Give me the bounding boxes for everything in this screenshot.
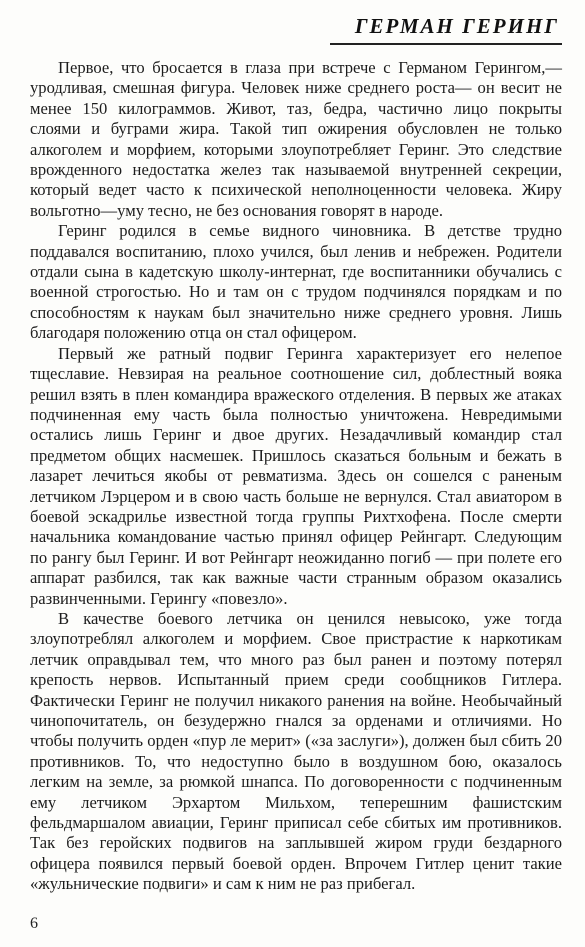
body-text <box>30 58 562 895</box>
page-number: 6 <box>30 915 38 932</box>
paragraph: Геринг родился в семье видного чиновника. В детстве трудно поддавался воспитанию, плохо учился, был ленив и небрежен. Родители отдали сына в кадетскую школу-интернат, где воспитанники обучались с военной строгостью. Но и там он с трудом подчинялся порядкам и по способностям к наукам был значительно ниже среднего уровня. Лишь благодаря положению отца он стал офицером. <box>30 221 562 343</box>
paragraph: Первое, что бросается в глаза при встрече с Германом Герингом,—уродливая, смешная фигура. Человек ниже среднего роста— он весит не менее 150 килограммов. Живот, таз, бедра, частично лицо покрыты слоями и буграми жира. Такой тип ожирения обусловлен не только алкоголем и морфием, которыми злоупотребляет Геринг. Это следствие врожденного недостатка желез так называемой внутренней секреции, который ведет часто к психической неполноценности человека. Жиру вольготно—уму тесно, не без основания говорят в народе. <box>30 58 562 220</box>
running-title: ГЕРМАН ГЕРИНГ <box>354 14 559 38</box>
paragraph: Первый же ратный подвиг Геринга характеризует его нелепое тщеславие. Невзирая на реальное соотношение сил, доблестный вояка решил взять в плен командира вражеского отделения. В первых же атаках подчиненная ему часть была полностью уничтожена. Невредимыми остались лишь Геринг и двое других. Незадачливый командир стал предметом общих насмешек. Пришлось сказаться больным и бежать в лазарет лечиться якобы от ревматизма. Здесь он сошелся с раненым летчиком Лэрцером и в свою часть больше не вернулся. Стал авиатором в боевой эскадрилье известной тогда группы Рихтхофена. После смерти начальника командование частью принял офицер Рейнгарт. Следующим по рангу был Геринг. И вот Рейнгарт неожиданно погиб — при полете его аппарат разбился, так как важные части странным образом оказались развинченными. Герингу «повезло». <box>30 343 562 608</box>
paragraph: В качестве боевого летчика он ценился невысоко, уже тогда злоупотреблял алкоголем и морфием. Свое пристрастие к наркотикам летчик оправдывал тем, что много раз был ранен и поэтому потерял крепость нервов. Испытанный прием среди сообщников Гитлера. Фактически Геринг не получил никакого ранения на войне. Необычайный чинопочитатель, он безудержно гнался за орденами и отличиями. Но чтобы получить орден «пур ле мерит» («за заслуги»), должен был сбить 20 противников. То, что недоступно было в воздушном бою, оказалось легким на земле, за рюмкой шнапса. По договоренности с подчиненным ему летчиком Эрхартом Мильхом, теперешним фашистским фельдмаршалом авиации, Геринг приписал себе сбитых им противников. Так без геройских подвигов на заплывшей жиром груди бездарного офицера появился первый боевой орден. Впрочем Гитлер ценит такие «жульнические подвиги» и сам к ним не раз прибегал. <box>30 608 562 894</box>
header-rule <box>330 43 562 45</box>
